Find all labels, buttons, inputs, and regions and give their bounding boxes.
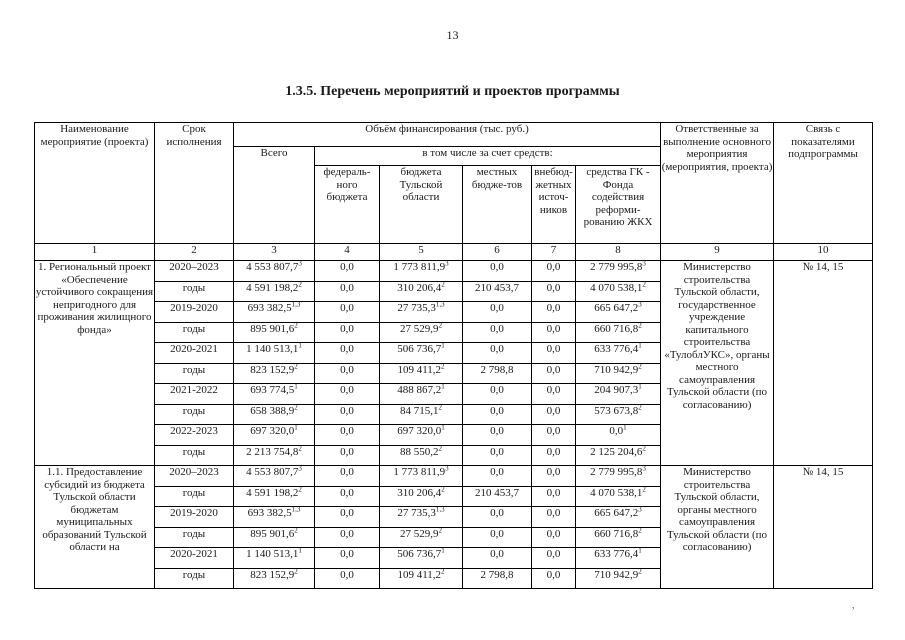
total-cell-value: 823 152,9 xyxy=(250,363,295,376)
total-cell xyxy=(234,486,315,507)
footnote-mark: 1 xyxy=(441,342,445,350)
header-including: в том числе за счет средств: xyxy=(315,147,661,166)
total-cell-value: 1 140 513,1 xyxy=(246,548,299,560)
total-cell xyxy=(234,466,315,487)
regional-cell-value: 1 773 811,9 xyxy=(393,261,446,273)
footnote-mark: 2 xyxy=(298,281,302,288)
local-cell: 0,0 xyxy=(463,507,532,528)
term-cell: 2019-2020 xyxy=(155,507,234,528)
footnote-mark: 2 xyxy=(298,486,302,493)
section-title: 1.3.5. Перечень мероприятий и проектов программы xyxy=(285,84,620,99)
total-cell-value: 895 901,6 xyxy=(250,322,295,335)
footnote-mark: 2 xyxy=(438,404,442,411)
federal-cell: 0,0 xyxy=(315,507,380,528)
federal-cell: 0,0 xyxy=(315,363,380,384)
local-cell: 0,0 xyxy=(463,384,532,405)
column-index: 1 xyxy=(35,244,155,261)
footnote-mark: 1,3 xyxy=(291,506,301,514)
extra-cell: 0,0 xyxy=(532,302,576,323)
total-cell xyxy=(234,568,315,589)
regional-cell-value: 506 736,7 xyxy=(397,548,442,560)
regional-cell-value: 697 320,0 xyxy=(397,425,442,437)
footnote-mark: 2 xyxy=(441,281,445,288)
regional-cell xyxy=(380,548,463,569)
total-cell-value: 4 591 198,2 xyxy=(246,486,299,499)
header-local: местных бюдже-тов xyxy=(463,166,532,244)
footnote-mark: 1 xyxy=(298,547,302,555)
regional-cell xyxy=(380,404,463,425)
footnote-mark: 1,3 xyxy=(291,301,301,309)
total-cell xyxy=(234,527,315,548)
federal-cell: 0,0 xyxy=(315,322,380,343)
fund-cell-value: 710 942,9 xyxy=(594,568,639,581)
regional-cell-value: 310 206,4 xyxy=(397,486,442,499)
fund-cell xyxy=(576,281,661,302)
local-cell: 2 798,8 xyxy=(463,363,532,384)
fund-cell-value: 573 673,8 xyxy=(594,404,639,417)
regional-cell-value: 506 736,7 xyxy=(397,343,442,355)
local-cell: 210 453,7 xyxy=(463,486,532,507)
regional-cell-value: 310 206,4 xyxy=(397,281,442,294)
term-cell: 2022-2023 xyxy=(155,425,234,446)
term-cell: 2020-2021 xyxy=(155,343,234,364)
federal-cell: 0,0 xyxy=(315,568,380,589)
footnote-mark: 1 xyxy=(441,383,445,391)
extra-cell: 0,0 xyxy=(532,507,576,528)
regional-cell xyxy=(380,445,463,466)
footnote-mark: 1 xyxy=(638,383,642,391)
fund-cell-value: 0,0 xyxy=(609,425,624,437)
total-cell-value: 895 901,6 xyxy=(250,527,295,540)
header-name: Наименование мероприятие (проекта) xyxy=(35,123,155,244)
regional-cell xyxy=(380,527,463,548)
regional-cell xyxy=(380,425,463,446)
fund-cell-value: 660 716,8 xyxy=(594,322,639,335)
extra-cell: 0,0 xyxy=(532,404,576,425)
fund-cell-value: 4 070 538,1 xyxy=(590,486,643,499)
footnote-mark: 1 xyxy=(623,424,627,432)
term-cell: годы xyxy=(155,445,234,466)
regional-cell xyxy=(380,343,463,364)
total-cell xyxy=(234,363,315,384)
local-cell: 0,0 xyxy=(463,548,532,569)
fund-cell xyxy=(576,363,661,384)
header-funding: Объём финансирования (тыс. руб.) xyxy=(234,123,661,147)
footnote-mark: 2 xyxy=(642,486,646,493)
total-cell xyxy=(234,548,315,569)
corner-mark: , xyxy=(852,600,855,611)
measure-name: 1.1. Предоставление субсидий из бюджета Тульской области бюджетам муниципальных образований Тульской области на xyxy=(35,466,155,589)
fund-cell-value: 2 125 204,6 xyxy=(590,445,643,458)
footnote-mark: 3 xyxy=(298,260,302,268)
footnote-mark: 2 xyxy=(642,445,646,452)
column-index: 5 xyxy=(380,244,463,261)
fund-cell xyxy=(576,527,661,548)
footnote-mark: 2 xyxy=(298,445,302,452)
regional-cell xyxy=(380,384,463,405)
header-link: Связь с показателями подпрограммы xyxy=(774,123,873,244)
fund-cell-value: 4 070 538,1 xyxy=(590,281,643,294)
table-body xyxy=(35,261,873,589)
fund-cell xyxy=(576,343,661,364)
term-cell: 2020–2023 xyxy=(155,466,234,487)
fund-cell xyxy=(576,445,661,466)
fund-cell-value: 710 942,9 xyxy=(594,363,639,376)
footnote-mark: 2 xyxy=(441,568,445,575)
local-cell: 0,0 xyxy=(463,445,532,466)
responsible-cell: Министерство строительства Тульской области, государственное учреждение капитального строительства «ТулоблУКС», органы местного самоуправления Тульской области (по согласованию) xyxy=(661,261,774,466)
footnote-mark: 2 xyxy=(294,322,298,329)
footnote-mark: 2 xyxy=(294,527,298,534)
column-index: 6 xyxy=(463,244,532,261)
fund-cell xyxy=(576,486,661,507)
total-cell xyxy=(234,302,315,323)
fund-cell-value: 2 779 995,8 xyxy=(590,466,643,478)
federal-cell: 0,0 xyxy=(315,445,380,466)
footnote-mark: 3 xyxy=(298,465,302,473)
regional-cell xyxy=(380,261,463,282)
footnote-mark: 2 xyxy=(441,363,445,370)
total-cell xyxy=(234,384,315,405)
footnote-mark: 1 xyxy=(441,547,445,555)
regional-cell xyxy=(380,322,463,343)
regional-cell xyxy=(380,466,463,487)
fund-cell xyxy=(576,302,661,323)
indicator-link-cell: № 14, 15 xyxy=(774,261,873,466)
extra-cell: 0,0 xyxy=(532,384,576,405)
total-cell-value: 693 382,5 xyxy=(247,507,292,519)
federal-cell: 0,0 xyxy=(315,261,380,282)
term-cell: годы xyxy=(155,404,234,425)
term-cell: 2019-2020 xyxy=(155,302,234,323)
footnote-mark: 2 xyxy=(642,281,646,288)
footnote-mark: 2 xyxy=(294,363,298,370)
fund-cell xyxy=(576,507,661,528)
total-cell xyxy=(234,445,315,466)
local-cell: 0,0 xyxy=(463,261,532,282)
header-fund: средства ГК - Фонда содействия реформи-рованию ЖКХ xyxy=(576,166,661,244)
column-index: 2 xyxy=(155,244,234,261)
column-index: 9 xyxy=(661,244,774,261)
regional-cell xyxy=(380,568,463,589)
footnote-mark: 2 xyxy=(638,568,642,575)
federal-cell: 0,0 xyxy=(315,466,380,487)
table-row xyxy=(35,261,873,282)
extra-cell: 0,0 xyxy=(532,527,576,548)
term-cell: 2020-2021 xyxy=(155,548,234,569)
local-cell: 0,0 xyxy=(463,466,532,487)
term-cell: годы xyxy=(155,281,234,302)
fund-cell xyxy=(576,548,661,569)
extra-cell: 0,0 xyxy=(532,281,576,302)
local-cell: 0,0 xyxy=(463,527,532,548)
footnote-mark: 2 xyxy=(294,404,298,411)
federal-cell: 0,0 xyxy=(315,281,380,302)
federal-cell: 0,0 xyxy=(315,302,380,323)
footnote-mark: 1,3 xyxy=(435,506,445,514)
header-regional: бюджета Тульской области xyxy=(380,166,463,244)
footnote-mark: 2 xyxy=(638,363,642,370)
local-cell: 0,0 xyxy=(463,302,532,323)
footnote-mark: 3 xyxy=(445,465,449,473)
footnote-mark: 2 xyxy=(438,322,442,329)
total-cell-value: 697 320,0 xyxy=(250,425,295,437)
regional-cell-value: 27 529,9 xyxy=(400,527,439,540)
fund-cell xyxy=(576,322,661,343)
regional-cell-value: 109 411,2 xyxy=(397,568,442,581)
total-cell xyxy=(234,404,315,425)
extra-cell: 0,0 xyxy=(532,486,576,507)
term-cell: годы xyxy=(155,568,234,589)
federal-cell: 0,0 xyxy=(315,343,380,364)
total-cell-value: 823 152,9 xyxy=(250,568,295,581)
total-cell-value: 1 140 513,1 xyxy=(246,343,299,355)
column-index: 10 xyxy=(774,244,873,261)
term-cell: годы xyxy=(155,527,234,548)
footnote-mark: 1 xyxy=(294,383,298,391)
footnote-mark: 2 xyxy=(638,404,642,411)
footnote-mark: 1,3 xyxy=(435,301,445,309)
federal-cell: 0,0 xyxy=(315,486,380,507)
extra-cell: 0,0 xyxy=(532,343,576,364)
total-cell-value: 4 553 807,7 xyxy=(246,261,299,273)
footnote-mark: 2 xyxy=(294,568,298,575)
column-index: 4 xyxy=(315,244,380,261)
footnote-mark: 2 xyxy=(638,527,642,534)
regional-cell-value: 27 735,3 xyxy=(397,302,436,314)
regional-cell-value: 27 529,9 xyxy=(400,322,439,335)
local-cell: 210 453,7 xyxy=(463,281,532,302)
regional-cell-value: 488 867,2 xyxy=(397,384,442,396)
total-cell xyxy=(234,343,315,364)
header-responsible: Ответственные за выполнение основного мероприятия (мероприятия, проекта) xyxy=(661,123,774,244)
total-cell-value: 658 388,9 xyxy=(250,404,295,417)
column-index: 8 xyxy=(576,244,661,261)
term-cell: 2021-2022 xyxy=(155,384,234,405)
extra-cell: 0,0 xyxy=(532,322,576,343)
header-term: Срок исполнения xyxy=(155,123,234,244)
page-number: 13 xyxy=(446,28,459,42)
local-cell: 0,0 xyxy=(463,404,532,425)
fund-cell-value: 204 907,3 xyxy=(594,384,639,396)
footnote-mark: 1 xyxy=(441,424,445,432)
extra-cell: 0,0 xyxy=(532,466,576,487)
table-row xyxy=(35,466,873,487)
fund-cell xyxy=(576,568,661,589)
federal-cell: 0,0 xyxy=(315,527,380,548)
fund-cell-value: 633 776,4 xyxy=(594,548,639,560)
regional-cell xyxy=(380,507,463,528)
term-cell: годы xyxy=(155,322,234,343)
term-cell: 2020–2023 xyxy=(155,261,234,282)
column-index: 7 xyxy=(532,244,576,261)
footnote-mark: 1 xyxy=(294,424,298,432)
footnote-mark: 1 xyxy=(638,342,642,350)
measure-name: 1. Региональный проект «Обеспечение устойчивого сокращения непригодного для проживания жилищного фонда» xyxy=(35,261,155,466)
federal-cell: 0,0 xyxy=(315,425,380,446)
regional-cell-value: 88 550,2 xyxy=(400,445,439,458)
footnote-mark: 3 xyxy=(445,260,449,268)
regional-cell xyxy=(380,281,463,302)
total-cell-value: 693 774,5 xyxy=(250,384,295,396)
extra-cell: 0,0 xyxy=(532,568,576,589)
local-cell: 0,0 xyxy=(463,343,532,364)
total-cell xyxy=(234,281,315,302)
total-cell xyxy=(234,261,315,282)
local-cell: 2 798,8 xyxy=(463,568,532,589)
program-measures-table xyxy=(34,122,873,589)
total-cell xyxy=(234,425,315,446)
indicator-link-cell: № 14, 15 xyxy=(774,466,873,589)
footnote-mark: 1 xyxy=(298,342,302,350)
total-cell xyxy=(234,507,315,528)
federal-cell: 0,0 xyxy=(315,384,380,405)
regional-cell-value: 109 411,2 xyxy=(397,363,442,376)
regional-cell xyxy=(380,486,463,507)
fund-cell-value: 660 716,8 xyxy=(594,527,639,540)
fund-cell xyxy=(576,425,661,446)
total-cell-value: 2 213 754,8 xyxy=(246,445,299,458)
extra-cell: 0,0 xyxy=(532,261,576,282)
local-cell: 0,0 xyxy=(463,322,532,343)
footnote-mark: 3 xyxy=(638,506,642,514)
term-cell: годы xyxy=(155,363,234,384)
fund-cell xyxy=(576,404,661,425)
footnote-mark: 1 xyxy=(638,547,642,555)
term-cell: годы xyxy=(155,486,234,507)
regional-cell xyxy=(380,363,463,384)
federal-cell: 0,0 xyxy=(315,548,380,569)
extra-cell: 0,0 xyxy=(532,363,576,384)
fund-cell xyxy=(576,384,661,405)
column-index: 3 xyxy=(234,244,315,261)
header-federal: федераль-ного бюджета xyxy=(315,166,380,244)
footnote-mark: 3 xyxy=(638,301,642,309)
footnote-mark: 2 xyxy=(638,322,642,329)
column-index-row xyxy=(35,244,873,261)
extra-cell: 0,0 xyxy=(532,548,576,569)
total-cell-value: 693 382,5 xyxy=(247,302,292,314)
regional-cell xyxy=(380,302,463,323)
total-cell xyxy=(234,322,315,343)
footnote-mark: 2 xyxy=(438,527,442,534)
footnote-mark: 3 xyxy=(642,465,646,473)
fund-cell-value: 2 779 995,8 xyxy=(590,261,643,273)
fund-cell xyxy=(576,261,661,282)
footnote-mark: 3 xyxy=(642,260,646,268)
regional-cell-value: 27 735,3 xyxy=(397,507,436,519)
footnote-mark: 2 xyxy=(438,445,442,452)
extra-cell: 0,0 xyxy=(532,445,576,466)
fund-cell xyxy=(576,466,661,487)
total-cell-value: 4 591 198,2 xyxy=(246,281,299,294)
total-cell-value: 4 553 807,7 xyxy=(246,466,299,478)
local-cell: 0,0 xyxy=(463,425,532,446)
fund-cell-value: 665 647,2 xyxy=(594,507,639,519)
header-total: Всего xyxy=(234,147,315,244)
fund-cell-value: 665 647,2 xyxy=(594,302,639,314)
regional-cell-value: 1 773 811,9 xyxy=(393,466,446,478)
responsible-cell: Министерство строительства Тульской области, органы местного самоуправления Тульской области (по согласованию) xyxy=(661,466,774,589)
footnote-mark: 2 xyxy=(441,486,445,493)
fund-cell-value: 633 776,4 xyxy=(594,343,639,355)
extra-cell: 0,0 xyxy=(532,425,576,446)
regional-cell-value: 84 715,1 xyxy=(400,404,439,417)
header-extra: внебюд-жетных источ-ников xyxy=(532,166,576,244)
federal-cell: 0,0 xyxy=(315,404,380,425)
